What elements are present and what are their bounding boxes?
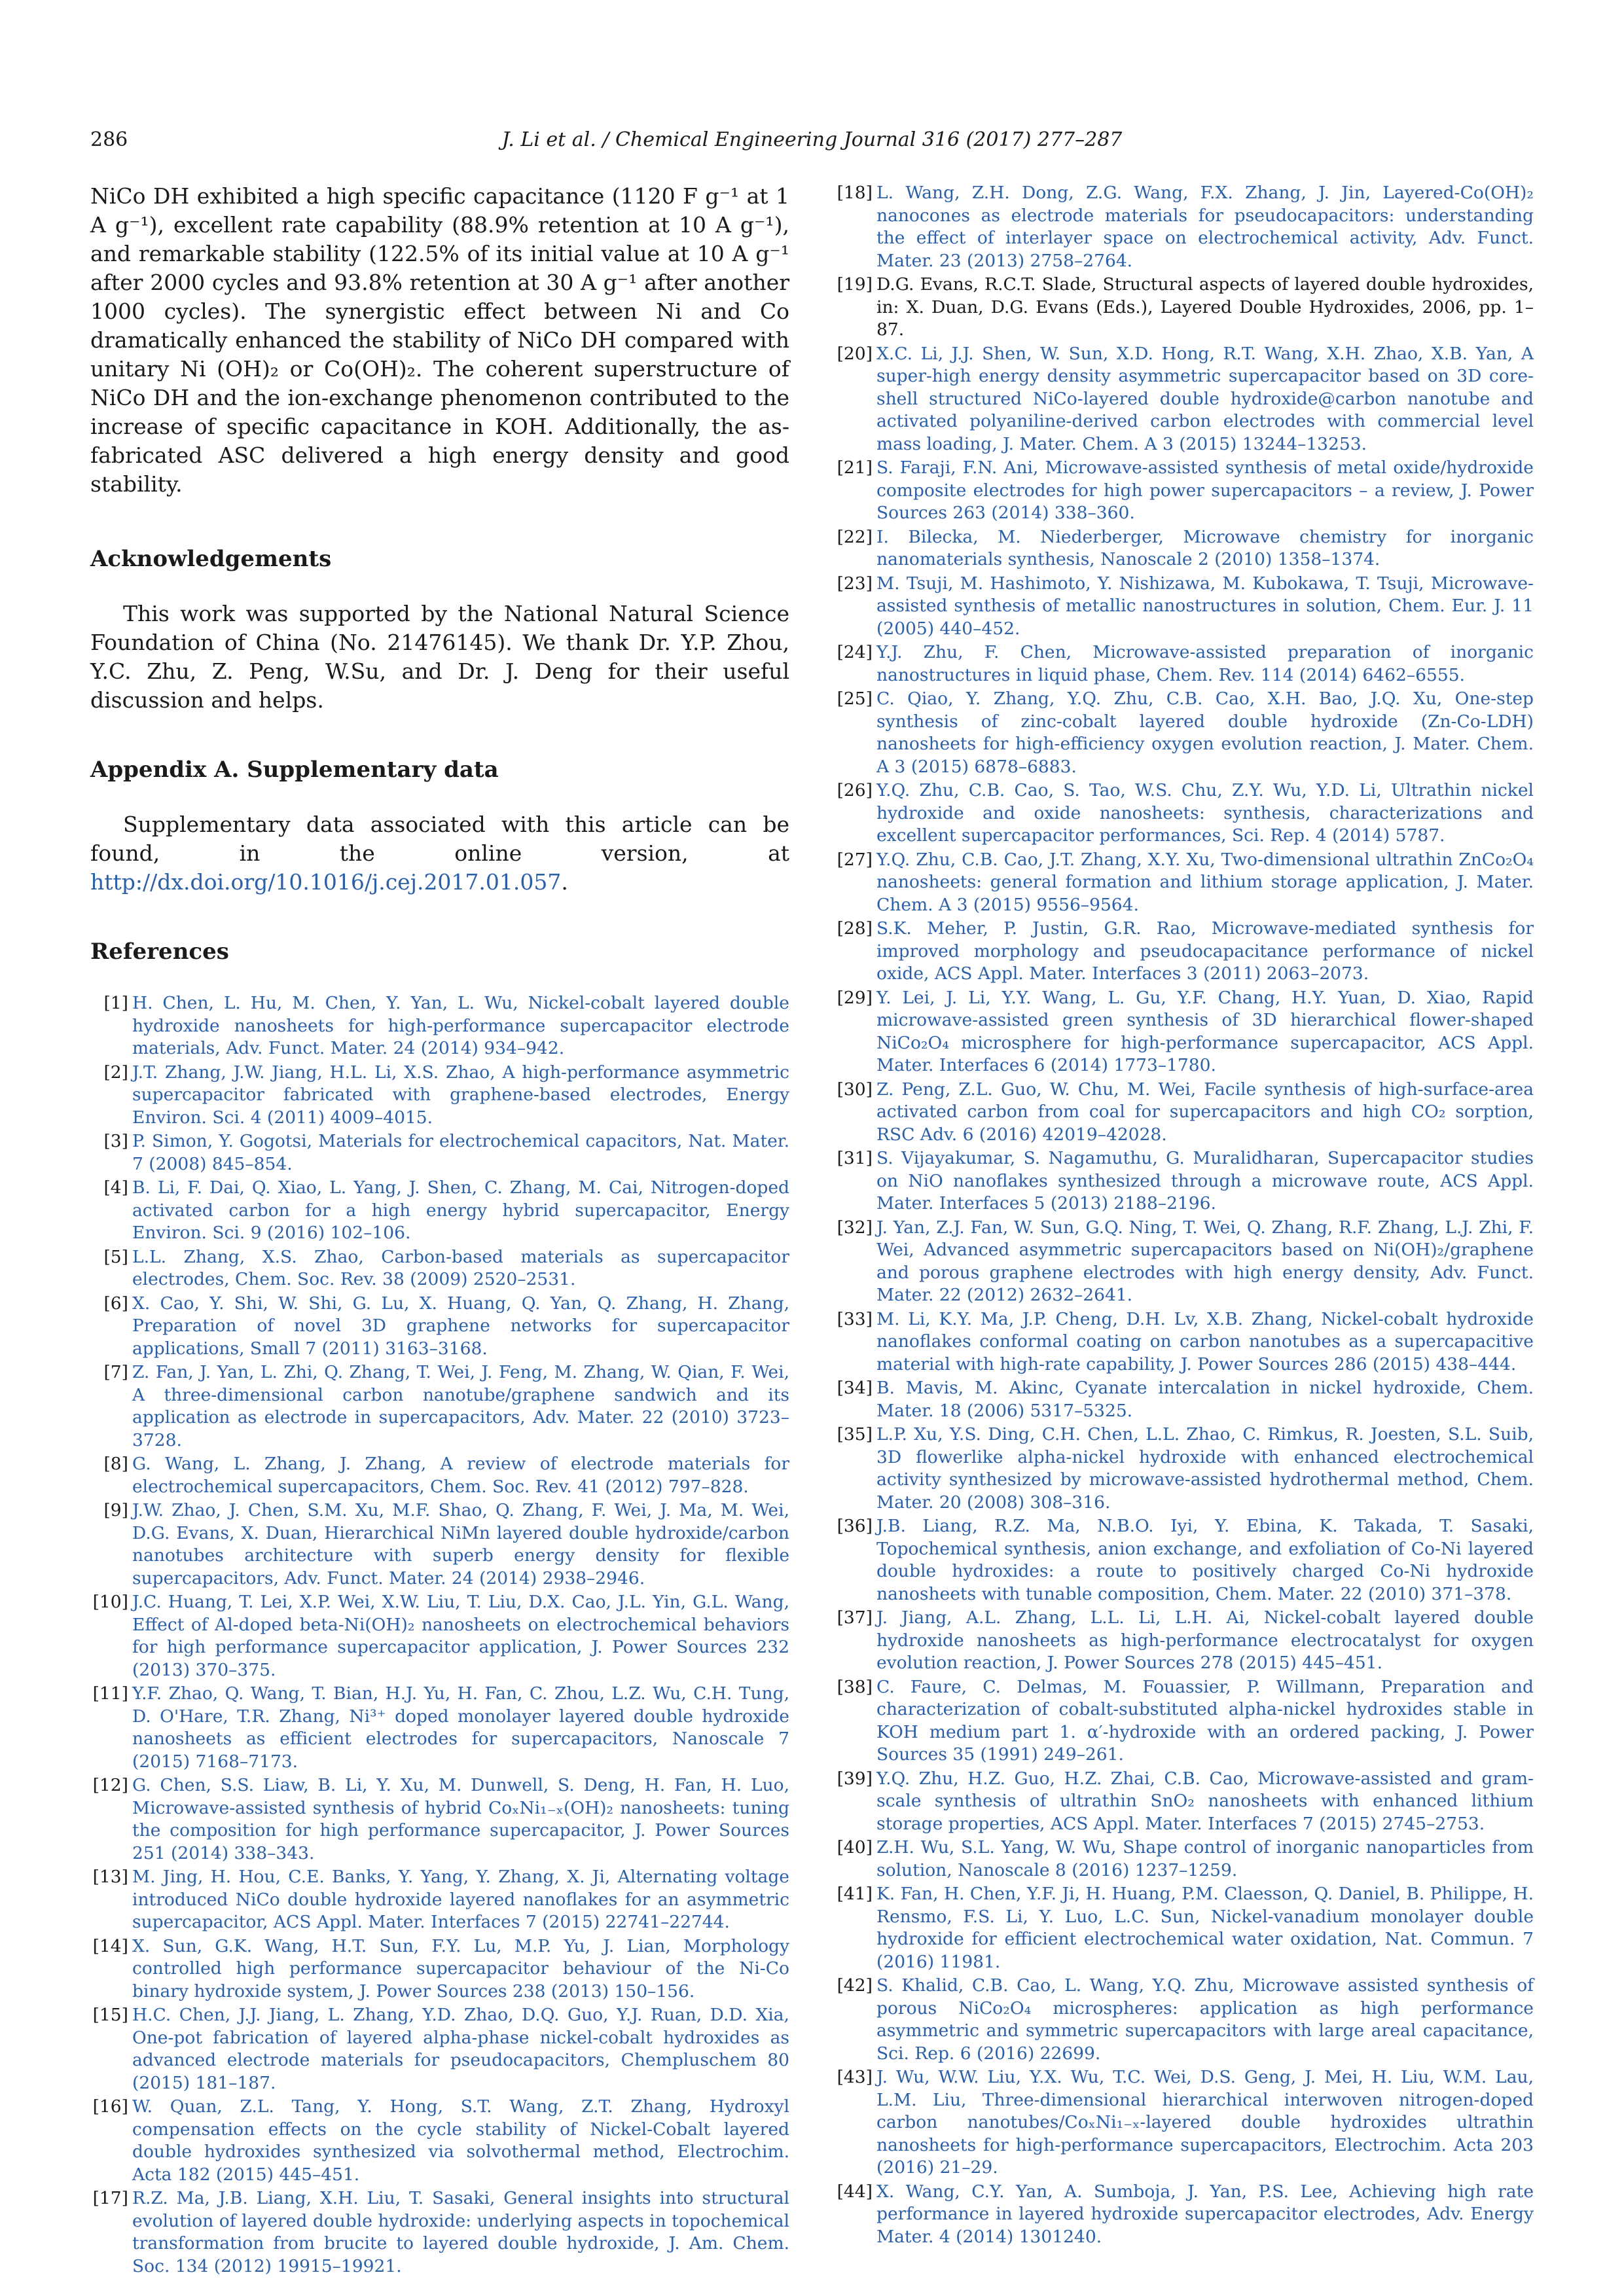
reference-item: [90, 1683, 789, 1773]
reference-item: [835, 1515, 1534, 1606]
reference-item: [835, 2181, 1534, 2249]
reference-number: [38]: [837, 1676, 873, 1697]
reference-item: [835, 1079, 1534, 1147]
reference-number: [12]: [92, 1775, 128, 1795]
reference-item: [835, 780, 1534, 848]
reference-text[interactable]: C. Qiao, Y. Zhang, Y.Q. Zhu, C.B. Cao, X.H. Bao, J.Q. Xu, One-step synthesis of zinc-cobalt layered double hydroxide (Zn-Co-LDH) nanosheets for high-efficiency oxygen evolution reaction, J. Mater. Chem. A 3 (2015) 6878–6883.: [876, 689, 1534, 777]
reference-text[interactable]: Z. Peng, Z.L. Guo, W. Chu, M. Wei, Facile synthesis of high-surface-area activated carbon from coal for supercapacitors and high CO₂ sorption, RSC Adv. 6 (2016) 42019–42028.: [876, 1079, 1534, 1145]
appendix-end: .: [561, 869, 568, 895]
reference-number: [32]: [837, 1217, 873, 1238]
reference-number: [15]: [92, 2005, 128, 2025]
reference-text[interactable]: Y.Q. Zhu, C.B. Cao, J.T. Zhang, X.Y. Xu, Two-dimensional ultrathin ZnCo₂O₄ nanosheets: general formation and lithium storage application, J. Mater. Chem. A 3 (2015) 9556–9564.: [876, 849, 1534, 915]
reference-text[interactable]: S. Faraji, F.N. Ani, Microwave-assisted synthesis of metal oxide/hydroxide composite electrodes for high power supercapacitors – a review, J. Power Sources 263 (2014) 338–360.: [876, 458, 1534, 523]
reference-number: [29]: [837, 987, 873, 1008]
reference-text[interactable]: Y.Q. Zhu, H.Z. Guo, H.Z. Zhai, C.B. Cao, Microwave-assisted and gram-scale synthesis of ultrathin SnO₂ nanosheets with enhanced lithium storage properties, ACS Appl. Mater. Interfaces 7 (2015) 2745–2753.: [876, 1768, 1534, 1834]
reference-number: [8]: [103, 1454, 128, 1474]
reference-text[interactable]: H.C. Chen, J.J. Jiang, L. Zhang, Y.D. Zhao, D.Q. Guo, Y.J. Ruan, D.D. Xia, One-pot fabrication of layered alpha-phase nickel-cobalt hydroxides as advanced electrode materials for pseudocapacitors, Chempluschem 80 (2015) 181–187.: [132, 2005, 789, 2093]
page-header: [0, 128, 1624, 161]
reference-number: [23]: [837, 573, 873, 594]
reference-item: [835, 343, 1534, 456]
reference-item: [90, 1246, 789, 1291]
reference-text[interactable]: I. Bilecka, M. Niederberger, Microwave chemistry for inorganic nanomaterials synthesis, Nanoscale 2 (2010) 1358–1374.: [876, 526, 1534, 569]
reference-number: [5]: [103, 1246, 128, 1267]
reference-item: [90, 1453, 789, 1498]
appendix-heading: Appendix A. Supplementary data: [90, 757, 499, 783]
reference-item: [835, 2066, 1534, 2180]
reference-item: [90, 1935, 789, 2003]
reference-text[interactable]: X. Sun, G.K. Wang, H.T. Sun, F.Y. Lu, M.P. Yu, J. Lian, Morphology controlled high performance supercapacitor behaviour of the Ni-Co binary hydroxide system, J. Power Sources 238 (2013) 150–156.: [132, 1935, 789, 2001]
reference-text[interactable]: G. Chen, S.S. Liaw, B. Li, Y. Xu, M. Dunwell, S. Deng, H. Fan, H. Luo, Microwave-assisted synthesis of hybrid CoₓNi₁₋ₓ(OH)₂ nanosheets: tuning the composition for high performance supercapacitor, J. Power Sources 251 (2014) 338–343.: [132, 1775, 789, 1863]
reference-text[interactable]: J.C. Huang, T. Lei, X.P. Wei, X.W. Liu, T. Liu, D.X. Cao, J.L. Yin, G.L. Wang, Effect of Al-doped beta-Ni(OH)₂ nanosheets on electrochemical behaviors for high performance supercapacitor application, J. Power Sources 232 (2013) 370–375.: [132, 1592, 789, 1680]
right-column: [835, 182, 1534, 2250]
reference-number: [22]: [837, 526, 873, 547]
reference-item: [835, 1837, 1534, 1882]
reference-item: [835, 849, 1534, 917]
reference-item: [835, 1147, 1534, 1215]
reference-number: [17]: [92, 2188, 128, 2208]
reference-item: [835, 1975, 1534, 2065]
reference-item: [835, 182, 1534, 272]
reference-number: [20]: [837, 343, 873, 364]
reference-text[interactable]: J.B. Liang, R.Z. Ma, N.B.O. Iyi, Y. Ebina, K. Takada, T. Sasaki, Topochemical synthesis, anion exchange, and exfoliation of Co-Ni layered double hydroxides: a route to positively charged Co-Ni hydroxide nanosheets with tunable composition, Chem. Mater. 22 (2010) 371–378.: [876, 1516, 1534, 1604]
reference-item: [835, 573, 1534, 641]
reference-item: [835, 1377, 1534, 1422]
reference-number: [39]: [837, 1768, 873, 1789]
reference-text[interactable]: B. Mavis, M. Akinc, Cyanate intercalation in nickel hydroxide, Chem. Mater. 18 (2006) 5317–5325.: [876, 1378, 1534, 1421]
reference-item: [835, 1883, 1534, 1973]
reference-number: [25]: [837, 689, 873, 709]
reference-number: [3]: [103, 1131, 128, 1151]
reference-item: [90, 2004, 789, 2094]
reference-item: [90, 1361, 789, 1452]
reference-text[interactable]: C. Faure, C. Delmas, M. Fouassier, P. Willmann, Preparation and characterization of cobalt-substituted alpha-nickel hydroxides stable in KOH medium part 1. α′-hydroxide with an ordered packing, J. Power Sources 35 (1991) 249–261.: [876, 1676, 1534, 1765]
reference-text[interactable]: S. Khalid, C.B. Cao, L. Wang, Y.Q. Zhu, Microwave assisted synthesis of porous NiCo₂O₄ microspheres: application as high performance asymmetric and symmetric supercapacitors with large areal capacitance, Sci. Rep. 6 (2016) 22699.: [876, 1975, 1534, 2064]
reference-number: [36]: [837, 1516, 873, 1536]
reference-text[interactable]: J. Jiang, A.L. Zhang, L.L. Li, L.H. Ai, Nickel-cobalt layered double hydroxide nanosheets as high-performance electrocatalyst for oxygen evolution reaction, J. Power Sources 278 (2015) 445–451.: [876, 1607, 1534, 1673]
reference-number: [26]: [837, 780, 873, 800]
reference-number: [14]: [92, 1935, 128, 1956]
supplementary-link[interactable]: http://dx.doi.org/10.1016/j.cej.2017.01.057: [90, 869, 562, 895]
reference-number: [1]: [103, 993, 128, 1013]
reference-item: [90, 1177, 789, 1245]
reference-item: [835, 1768, 1534, 1836]
reference-number: [24]: [837, 642, 873, 662]
reference-item: [90, 1591, 789, 1681]
reference-number: [13]: [92, 1867, 128, 1887]
appendix-body: Supplementary data associated with this article can be found, in the online version, at: [90, 812, 789, 866]
reference-text[interactable]: J.T. Zhang, J.W. Jiang, H.L. Li, X.S. Zhao, A high-performance asymmetric supercapacitor fabricated with graphene-based electrodes, Energy Environ. Sci. 4 (2011) 4009–4015.: [132, 1062, 789, 1128]
reference-text[interactable]: Y.F. Zhao, Q. Wang, T. Bian, H.J. Yu, H. Fan, C. Zhou, L.Z. Wu, C.H. Tung, D. O'Hare, T.R. Zhang, Ni³⁺ doped monolayer layered double hydroxide nanosheets as efficient electrodes for supercapacitors, Nanoscale 7 (2015) 7168–7173.: [132, 1683, 789, 1772]
acknowledgements-text: This work was supported by the National Natural Science Foundation of China (No. 21476145). We thank Dr. Y.P. Zhou, Y.C. Zhu, Z. Peng, W.Su, and Dr. J. Deng for their useful discussion and helps.: [90, 601, 789, 713]
reference-text[interactable]: X. Wang, C.Y. Yan, A. Sumboja, J. Yan, P.S. Lee, Achieving high rate performance in layered hydroxide supercapacitor electrodes, Adv. Energy Mater. 4 (2014) 1301240.: [876, 2181, 1534, 2247]
reference-item: [835, 526, 1534, 571]
appendix-text: [90, 810, 789, 897]
reference-number: [37]: [837, 1607, 873, 1628]
reference-number: [7]: [103, 1362, 128, 1382]
reference-number: [28]: [837, 918, 873, 939]
reference-item: [835, 457, 1534, 525]
reference-item: [90, 1866, 789, 1934]
reference-item: [835, 1308, 1534, 1376]
reference-text[interactable]: L. Wang, Z.H. Dong, Z.G. Wang, F.X. Zhang, J. Jin, Layered-Co(OH)₂ nanocones as electrode materials for pseudocapacitors: understanding the effect of interlayer space on electrochemical activity, Adv. Funct. Mater. 23 (2013) 2758–2764.: [876, 183, 1534, 271]
reference-number: [31]: [837, 1148, 873, 1168]
reference-number: [10]: [92, 1592, 128, 1612]
reference-text[interactable]: G. Wang, L. Zhang, J. Zhang, A review of electrode materials for electrochemical supercapacitors, Chem. Soc. Rev. 41 (2012) 797–828.: [132, 1454, 789, 1497]
page-number: 286: [90, 128, 128, 151]
reference-text[interactable]: Y. Lei, J. Li, Y.Y. Wang, L. Gu, Y.F. Chang, H.Y. Yuan, D. Xiao, Rapid microwave-assisted green synthesis of 3D hierarchical flower-shaped NiCo₂O₄ microsphere for high-performance supercapacitor, ACS Appl. Mater. Interfaces 6 (2014) 1773–1780.: [876, 987, 1534, 1075]
conclusion-paragraph: NiCo DH exhibited a high specific capacitance (1120 F g⁻¹ at 1 A g⁻¹), excellent rate capability (88.9% retention at 10 A g⁻¹), and remarkable stability (122.5% of its initial value at 10 A g⁻¹ after 2000 cycles and 93.8% retention at 30 A g⁻¹ after another 1000 cycles). The synergistic effect between Ni and Co dramatically enhanced the stability of NiCo DH compared with unitary Ni (OH)₂ or Co(OH)₂. The coherent superstructure of NiCo DH and the ion-exchange phenomenon contributed to the increase of specific capacitance in KOH. Additionally, the as-fabricated ASC delivered a high energy density and good stability.: [90, 183, 789, 497]
reference-text[interactable]: Y.J. Zhu, F. Chen, Microwave-assisted preparation of inorganic nanostructures in liquid phase, Chem. Rev. 114 (2014) 6462–6555.: [876, 642, 1534, 685]
reference-number: [6]: [103, 1293, 128, 1314]
running-head: J. Li et al. / Chemical Engineering Journal 316 (2017) 277–287: [501, 128, 1123, 151]
reference-number: [33]: [837, 1308, 873, 1329]
reference-number: [43]: [837, 2067, 873, 2087]
reference-text[interactable]: M. Jing, H. Hou, C.E. Banks, Y. Yang, Y. Zhang, X. Ji, Alternating voltage introduced NiCo double hydroxide layered nanoflakes for an asymmetric supercapacitor, ACS Appl. Mater. Interfaces 7 (2015) 22741–22744.: [132, 1867, 789, 1932]
reference-text[interactable]: H. Chen, L. Hu, M. Chen, Y. Yan, L. Wu, Nickel-cobalt layered double hydroxide nanosheets for high-performance supercapacitor electrode materials, Adv. Funct. Mater. 24 (2014) 934–942.: [132, 993, 789, 1058]
reference-text[interactable]: S.K. Meher, P. Justin, G.R. Rao, Microwave-mediated synthesis for improved morphology and pseudocapacitance performance of nickel oxide, ACS Appl. Mater. Interfaces 3 (2011) 2063–2073.: [876, 918, 1534, 984]
reference-text[interactable]: P. Simon, Y. Gogotsi, Materials for electrochemical capacitors, Nat. Mater. 7 (2008) 845–854.: [132, 1131, 789, 1174]
reference-item: [835, 688, 1534, 778]
reference-item: [835, 987, 1534, 1077]
references-list-right: [835, 182, 1534, 2248]
reference-number: [41]: [837, 1884, 873, 1904]
reference-text[interactable]: X.C. Li, J.J. Shen, W. Sun, X.D. Hong, R.T. Wang, X.H. Zhao, X.B. Yan, A super-high energy density asymmetric supercapacitor based on 3D core-shell structured NiCo-layered double hydroxide@carbon nanotube and activated polyaniline-derived carbon electrodes with commercial level mass loading, J. Mater. Chem. A 3 (2015) 13244–13253.: [876, 343, 1534, 454]
reference-number: [18]: [837, 183, 873, 203]
reference-number: [34]: [837, 1378, 873, 1398]
reference-number: [16]: [92, 2096, 128, 2117]
reference-item: [835, 1217, 1534, 1307]
reference-item: [835, 1607, 1534, 1675]
reference-number: [27]: [837, 849, 873, 870]
acknowledgements-heading: Acknowledgements: [90, 546, 332, 572]
reference-item: [90, 1774, 789, 1865]
references-list-left: [90, 992, 789, 2278]
reference-item: [835, 1676, 1534, 1767]
reference-number: [2]: [103, 1062, 128, 1083]
reference-text[interactable]: X. Cao, Y. Shi, W. Shi, G. Lu, X. Huang, Q. Yan, Q. Zhang, H. Zhang, Preparation of novel 3D graphene networks for supercapacitor applications, Small 7 (2011) 3163–3168.: [132, 1293, 789, 1359]
reference-number: [42]: [837, 1975, 873, 1996]
reference-item: [90, 1499, 789, 1590]
reference-number: [21]: [837, 458, 873, 478]
reference-text[interactable]: J. Wu, W.W. Liu, Y.X. Wu, T.C. Wei, D.S. Geng, J. Mei, H. Liu, W.M. Lau, L.M. Liu, Three-dimensional hierarchical interwoven nitrogen-doped carbon nanotubes/CoₓNi₁₋ₓ-layered double hydroxides ultrathin nanosheets for high-performance supercapacitors, Electrochim. Acta 203 (2016) 21–29.: [876, 2067, 1534, 2178]
reference-item: [90, 2096, 789, 2186]
references-heading: References: [90, 939, 229, 965]
reference-text[interactable]: M. Tsuji, M. Hashimoto, Y. Nishizawa, M. Kubokawa, T. Tsuji, Microwave-assisted synthesis of metallic nanostructures in solution, Chem. Eur. J. 11 (2005) 440–452.: [876, 573, 1534, 639]
reference-item: [835, 1424, 1534, 1514]
reference-number: [30]: [837, 1079, 873, 1100]
reference-text[interactable]: K. Fan, H. Chen, Y.F. Ji, H. Huang, P.M. Claesson, Q. Daniel, B. Philippe, H. Rensmo, F.S. Li, Y. Luo, L.C. Sun, Nickel-vanadium monolayer double hydroxide for efficient electrochemical water oxidation, Nat. Commun. 7 (2016) 11981.: [876, 1884, 1534, 1972]
reference-item: [90, 1293, 789, 1361]
reference-text[interactable]: R.Z. Ma, J.B. Liang, X.H. Liu, T. Sasaki, General insights into structural evolution of layered double hydroxide: underlying aspects in topochemical transformation from brucite to layered double hydroxide, J. Am. Chem. Soc. 134 (2012) 19915–19921.: [132, 2188, 789, 2276]
left-column: [90, 182, 789, 2279]
reference-text[interactable]: B. Li, F. Dai, Q. Xiao, L. Yang, J. Shen, C. Zhang, M. Cai, Nitrogen-doped activated carbon for a high energy hybrid supercapacitor, Energy Environ. Sci. 9 (2016) 102–106.: [132, 1177, 789, 1243]
reference-text[interactable]: S. Vijayakumar, S. Nagamuthu, G. Muralidharan, Supercapacitor studies on NiO nanoflakes synthesized through a microwave route, ACS Appl. Mater. Interfaces 5 (2013) 2188–2196.: [876, 1148, 1534, 1213]
reference-number: [4]: [103, 1177, 128, 1198]
reference-number: [35]: [837, 1424, 873, 1445]
reference-text[interactable]: L.P. Xu, Y.S. Ding, C.H. Chen, L.L. Zhao, C. Rimkus, R. Joesten, S.L. Suib, 3D flowerlike alpha-nickel hydroxide with enhanced electrochemical activity synthesized by microwave-assisted hydrothermal method, Chem. Mater. 20 (2008) 308–316.: [876, 1424, 1534, 1513]
reference-text[interactable]: Z.H. Wu, S.L. Yang, W. Wu, Shape control of inorganic nanoparticles from solution, Nanoscale 8 (2016) 1237–1259.: [876, 1837, 1534, 1880]
reference-number: [40]: [837, 1837, 873, 1857]
reference-text[interactable]: J. Yan, Z.J. Fan, W. Sun, G.Q. Ning, T. Wei, Q. Zhang, R.F. Zhang, L.J. Zhi, F. Wei, Advanced asymmetric supercapacitors based on Ni(OH)₂/graphene and porous graphene electrodes with high energy density, Adv. Funct. Mater. 22 (2012) 2632–2641.: [876, 1217, 1534, 1305]
reference-text[interactable]: Z. Fan, J. Yan, L. Zhi, Q. Zhang, T. Wei, J. Feng, M. Zhang, W. Qian, F. Wei, A three-dimensional carbon nanotube/graphene sandwich and its application as electrode in supercapacitors, Adv. Mater. 22 (2010) 3723–3728.: [132, 1362, 789, 1450]
reference-text[interactable]: M. Li, K.Y. Ma, J.P. Cheng, D.H. Lv, X.B. Zhang, Nickel-cobalt hydroxide nanoflakes conformal coating on carbon nanotubes as a supercapacitive material with high-rate capability, J. Power Sources 286 (2015) 438–444.: [876, 1308, 1534, 1374]
reference-text[interactable]: J.W. Zhao, J. Chen, S.M. Xu, M.F. Shao, Q. Zhang, F. Wei, J. Ma, M. Wei, D.G. Evans, X. Duan, Hierarchical NiMn layered double hydroxide/carbon nanotubes architecture with superb energy density for flexible supercapacitors, Adv. Funct. Mater. 24 (2014) 2938–2946.: [132, 1500, 789, 1588]
reference-text[interactable]: Y.Q. Zhu, C.B. Cao, S. Tao, W.S. Chu, Z.Y. Wu, Y.D. Li, Ultrathin nickel hydroxide and oxide nanosheets: synthesis, characterizations and excellent supercapacitor performances, Sci. Rep. 4 (2014) 5787.: [876, 780, 1534, 846]
reference-item: [835, 641, 1534, 687]
reference-number: [44]: [837, 2181, 873, 2202]
reference-number: [19]: [837, 274, 873, 295]
reference-item: [90, 2187, 789, 2278]
reference-text: D.G. Evans, R.C.T. Slade, Structural aspects of layered double hydroxides, in: X. Duan, D.G. Evans (Eds.), Layered Double Hydroxides, 2006, pp. 1–87.: [876, 274, 1534, 340]
reference-item: [835, 918, 1534, 986]
reference-text[interactable]: L.L. Zhang, X.S. Zhao, Carbon-based materials as supercapacitor electrodes, Chem. Soc. Rev. 38 (2009) 2520–2531.: [132, 1246, 789, 1289]
reference-item: [835, 274, 1534, 342]
reference-number: [11]: [92, 1683, 128, 1704]
reference-number: [9]: [103, 1500, 128, 1520]
reference-item: [90, 1130, 789, 1175]
reference-item: [90, 992, 789, 1060]
reference-text[interactable]: W. Quan, Z.L. Tang, Y. Hong, S.T. Wang, Z.T. Zhang, Hydroxyl compensation effects on the cycle stability of Nickel-Cobalt layered double hydroxides synthesized via solvothermal method, Electrochim. Acta 182 (2015) 445–451.: [132, 2096, 789, 2185]
reference-item: [90, 1062, 789, 1130]
